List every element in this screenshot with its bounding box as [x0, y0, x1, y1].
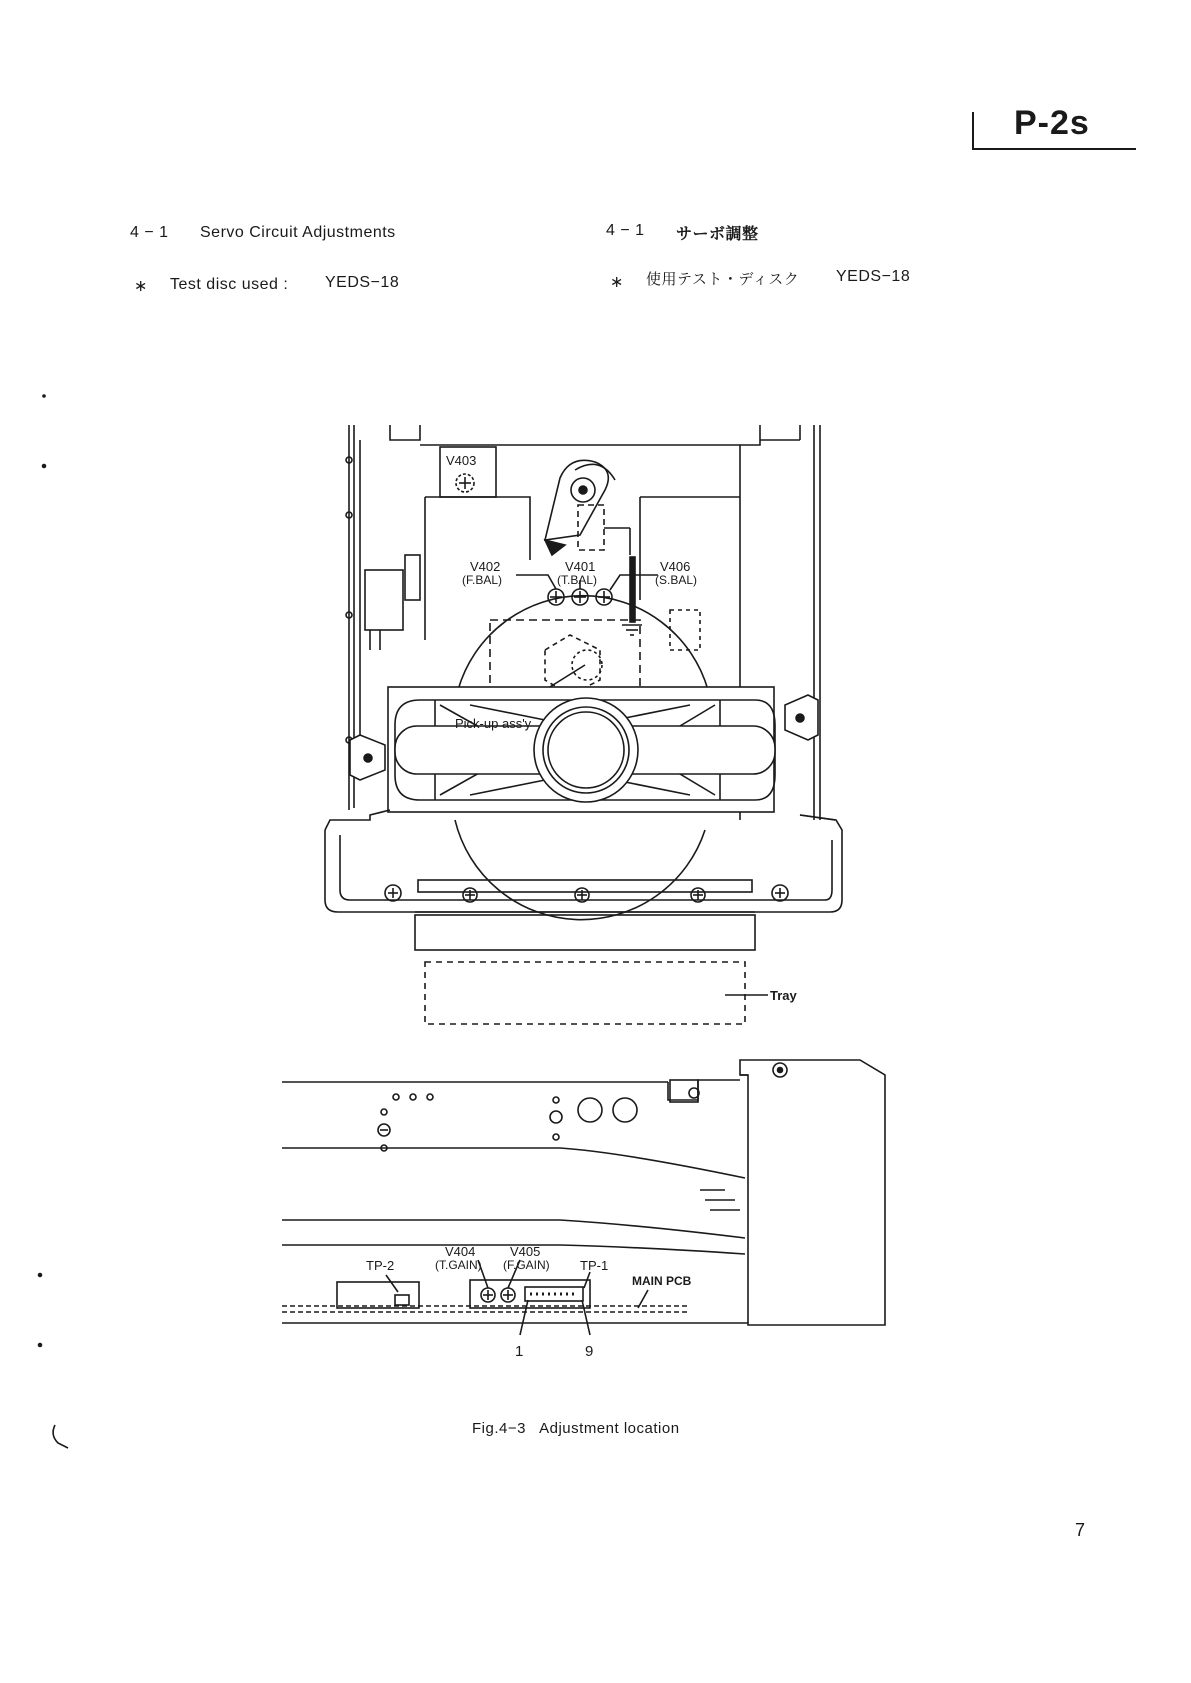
label-v404-sub: (T.GAIN)	[435, 1258, 482, 1272]
label-v401: V401	[565, 559, 596, 574]
label-v402: V402	[470, 559, 501, 574]
label-v402-sub: (F.BAL)	[462, 573, 503, 587]
label-main-pcb: MAIN PCB	[632, 1274, 692, 1288]
figure-caption: Fig.4−3 Adjustment location	[472, 1420, 680, 1437]
label-tray: Tray	[770, 988, 797, 1003]
label-v406: V406	[660, 559, 691, 574]
test-disc-label-en: Test disc used :	[170, 276, 289, 293]
tray-outline	[425, 962, 768, 1024]
label-v405-sub: (F.GAIN)	[503, 1258, 550, 1272]
page-number: 7	[1075, 1520, 1086, 1540]
label-pin-first: 1	[515, 1343, 524, 1360]
label-v403: V403	[446, 453, 477, 468]
test-disc-label-jp: 使用テスト・ディスク	[646, 270, 800, 288]
front-panel	[325, 810, 842, 950]
side-view-chassis	[282, 1060, 885, 1335]
section-number-jp: 4 − 1	[606, 222, 645, 239]
margin-specks	[39, 395, 69, 1448]
label-pin-last: 9	[585, 1343, 594, 1360]
test-disc-value-jp: YEDS−18	[836, 268, 911, 285]
label-v405: V405	[510, 1244, 541, 1259]
label-tp1: TP-1	[580, 1258, 609, 1273]
test-disc-value-en: YEDS−18	[325, 274, 400, 291]
label-v401-sub: (T.BAL)	[557, 573, 598, 587]
bullet-jp: ∗	[610, 274, 624, 291]
label-v404: V404	[445, 1244, 476, 1259]
section-title-jp: サーボ調整	[676, 224, 759, 243]
section-number-en: 4 − 1	[130, 224, 169, 241]
bullet-en: ∗	[134, 278, 148, 295]
v403-adjuster	[456, 474, 474, 492]
model-title: P-2s	[1014, 104, 1090, 142]
section-title-en: Servo Circuit Adjustments	[200, 224, 396, 241]
label-pickup: Pick-up ass'y	[455, 716, 532, 731]
clamper-bridge	[350, 687, 818, 812]
pickup-mechanism	[545, 460, 630, 555]
label-tp2: TP-2	[366, 1258, 395, 1273]
label-v406-sub: (S.BAL)	[655, 573, 698, 587]
